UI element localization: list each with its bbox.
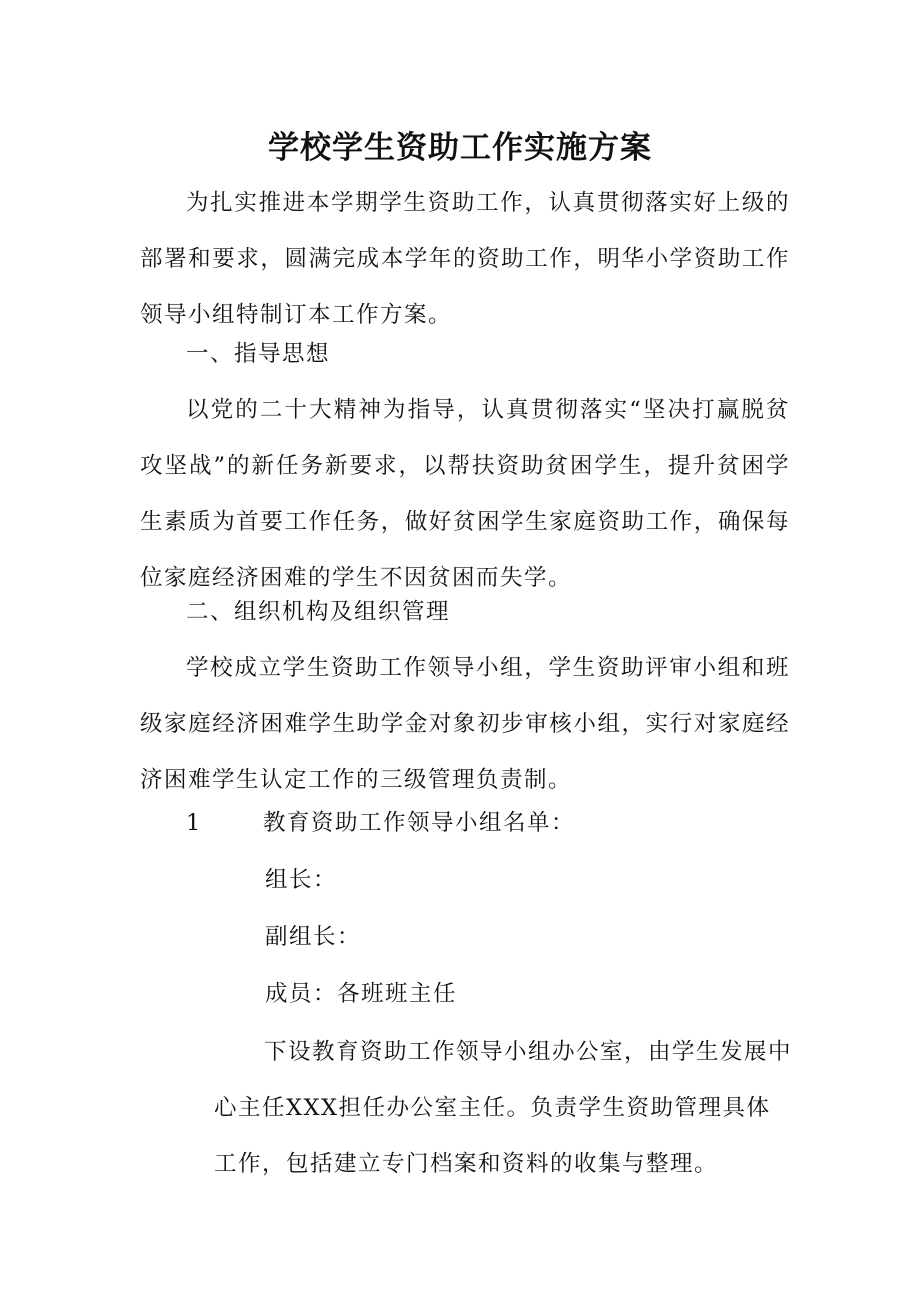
intro-paragraph: 为扎实推进本学期学生资助工作，认真贯彻落实好上级的部署和要求，圆满完成本学年的资助工作，明华小学资助工作领导小组特制订本工作方案。 bbox=[140, 190, 790, 328]
list-number: 1 bbox=[186, 810, 201, 836]
office-paragraph: 下设教育资助工作领导小组办公室，由学生发展中心主任XXX担任办公室主任。负责学生资助管理具体工作，包括建立专门档案和资料的收集与整理。 bbox=[214, 1039, 793, 1177]
document-title: 学校学生资助工作实施方案 bbox=[268, 130, 652, 166]
section-heading-organization: 二、组织机构及组织管理 bbox=[186, 599, 451, 625]
vice-leader-line: 副组长： bbox=[265, 924, 362, 950]
list-item-leadership-group: 教育资助工作领导小组名单： bbox=[263, 810, 576, 836]
group-leader-line: 组长： bbox=[265, 867, 338, 893]
section-heading-guiding-ideology: 一、指导思想 bbox=[186, 341, 331, 367]
members-line: 成员：各班班主任 bbox=[265, 981, 458, 1007]
guiding-ideology-paragraph: 以党的二十大精神为指导，认真贯彻落实“坚决打赢脱贫攻坚战”的新任务新要求，以帮扶资助贫困学生，提升贫困学生素质为首要工作任务，做好贫困学生家庭资助工作，确保每位家庭经济困难的学生不因贫困而失学。 bbox=[140, 397, 790, 591]
organization-paragraph: 学校成立学生资助工作领导小组，学生资助评审小组和班级家庭经济困难学生助学金对象初步审核小组，实行对家庭经济困难学生认定工作的三级管理负责制。 bbox=[140, 655, 790, 793]
